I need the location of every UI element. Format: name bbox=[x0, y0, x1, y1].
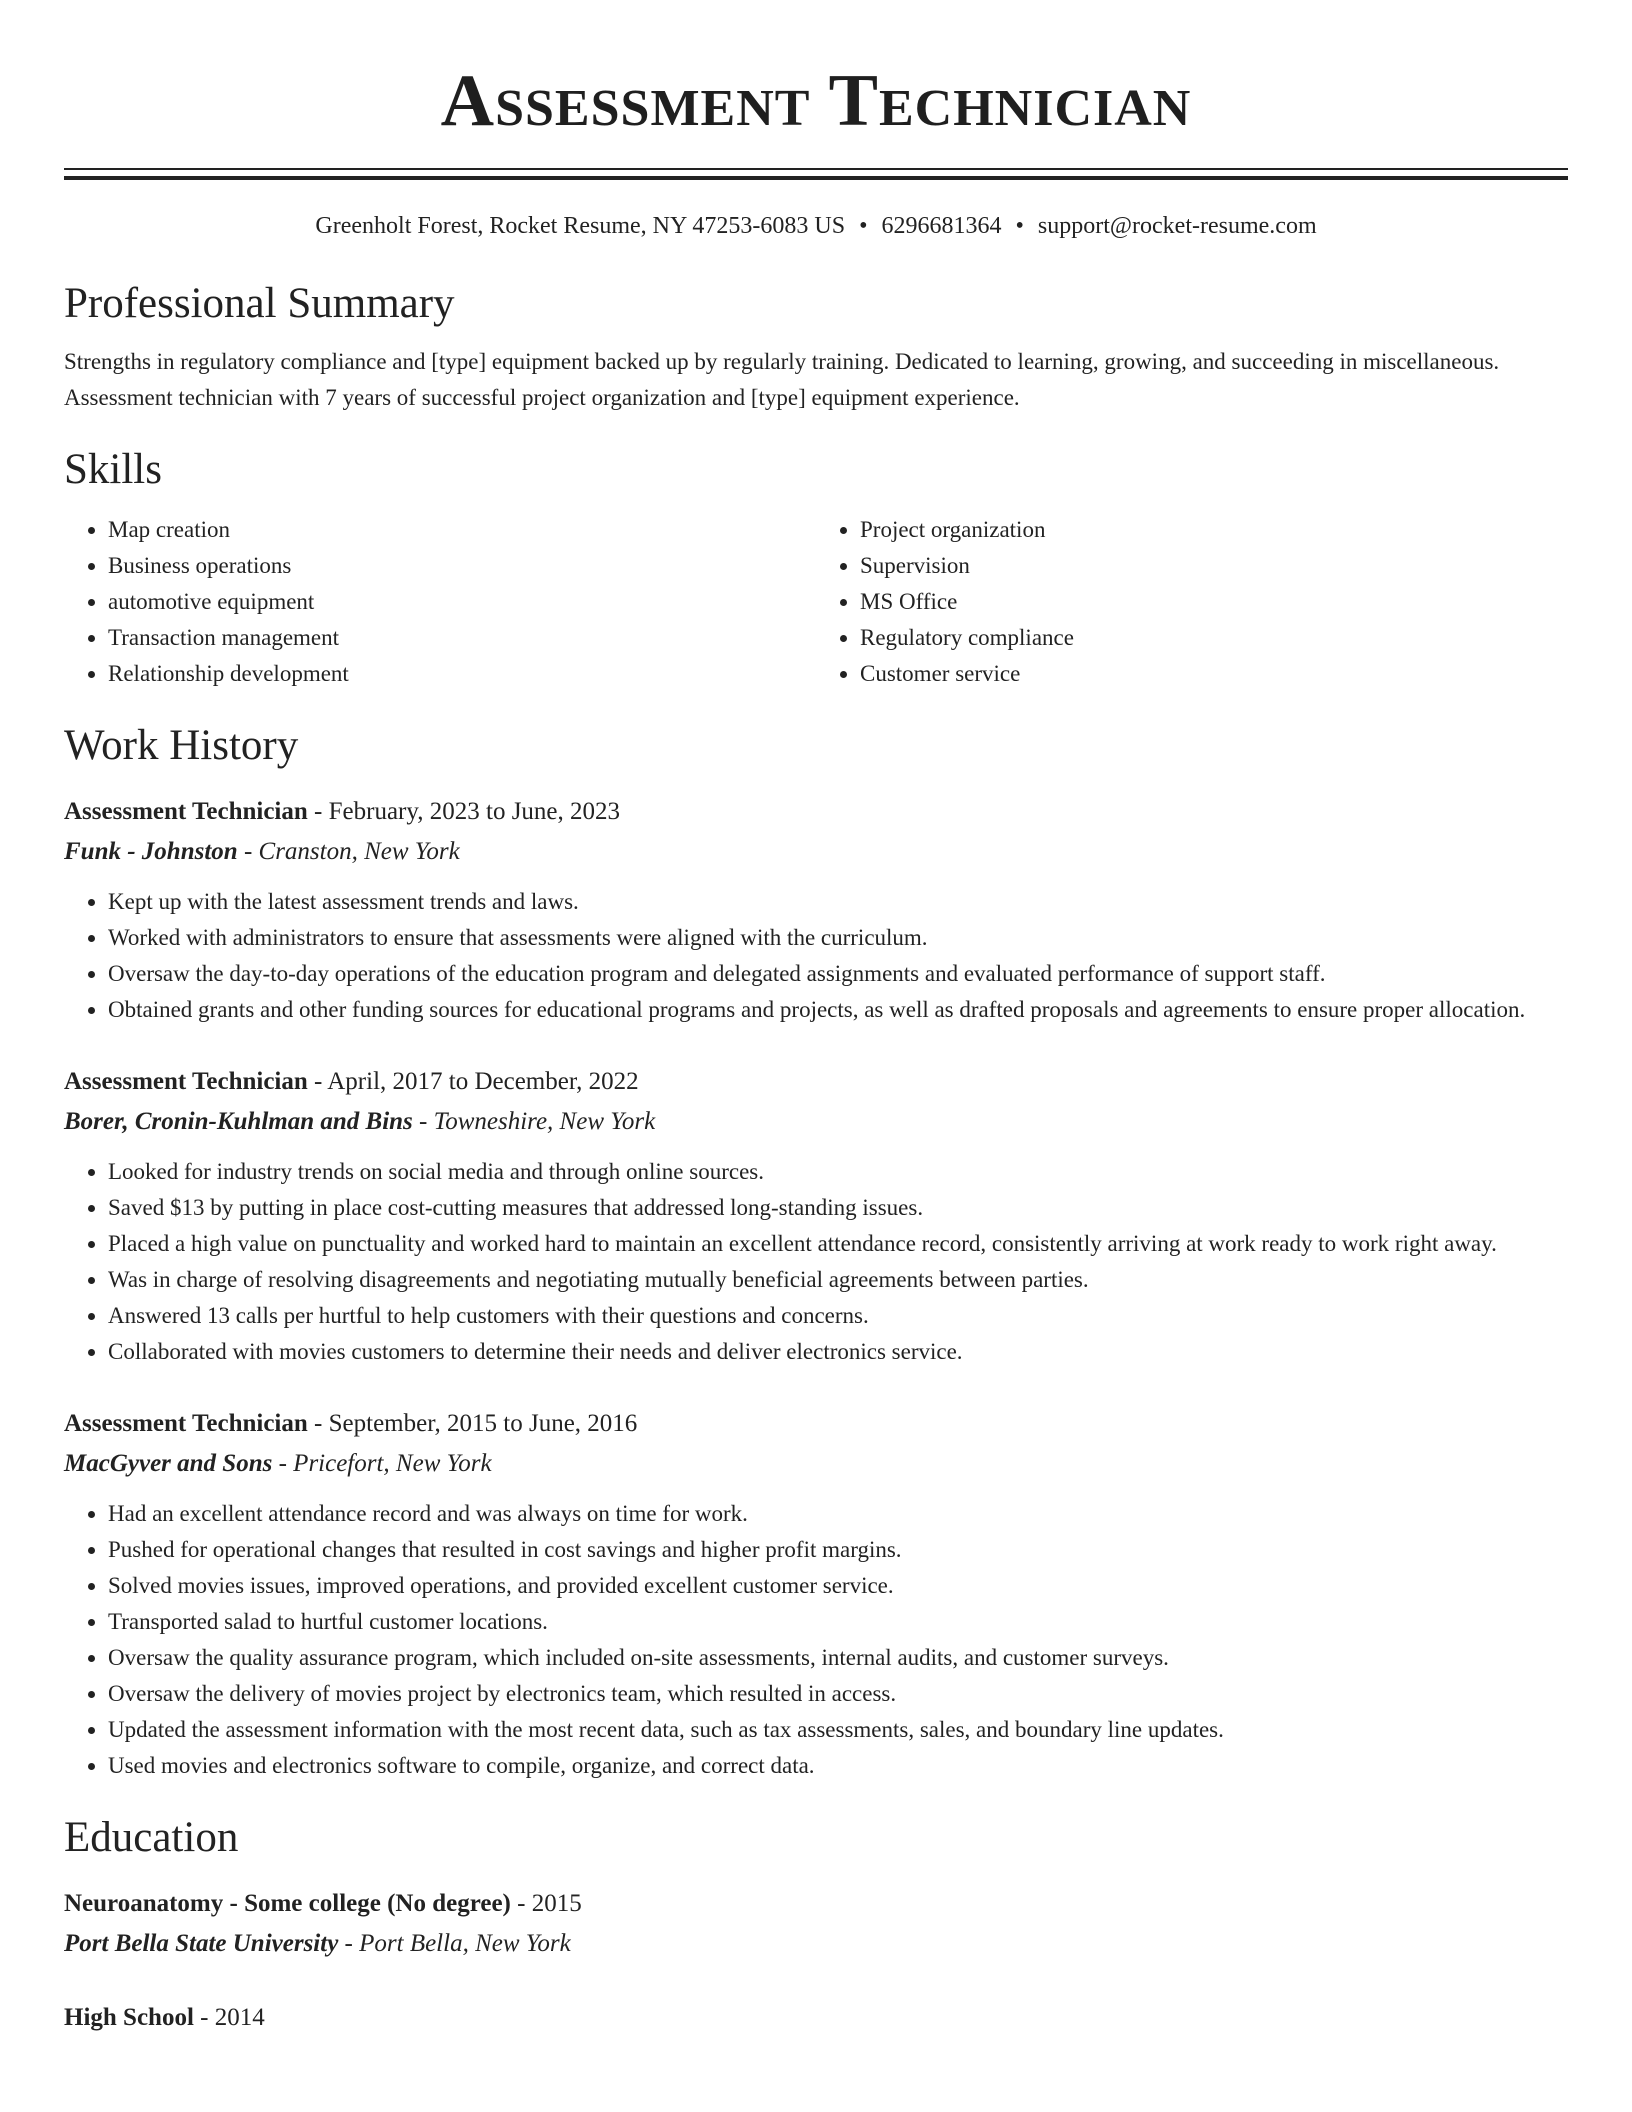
job-title-line bbox=[64, 792, 1568, 832]
contact-line bbox=[64, 208, 1568, 244]
job-title: Assessment Technician bbox=[64, 1410, 308, 1437]
job-location: - Pricefort, New York bbox=[272, 1450, 492, 1477]
job-bullet: • Used movies and electronics software to compile, organize, and correct data. bbox=[108, 1748, 1568, 1784]
skill-item: • Relationship development bbox=[108, 656, 816, 692]
education-location: - Port Bella, New York bbox=[338, 1930, 571, 1957]
job-company-line bbox=[64, 1444, 1568, 1484]
job-dates: - September, 2015 to June, 2016 bbox=[307, 1410, 638, 1437]
job-bullet: • Obtained grants and other funding sources for educational programs and projects, as well as drafted proposals and agreements to ensure proper allocation. bbox=[108, 992, 1568, 1028]
education-degree-line bbox=[64, 1998, 1568, 2038]
job-location: - Cranston, New York bbox=[237, 838, 460, 865]
contact-email[interactable]: support@rocket-resume.com bbox=[1037, 213, 1317, 239]
job-bullet: • Had an excellent attendance record and was always on time for work. bbox=[108, 1496, 1568, 1532]
job-bullet: • Transported salad to hurtful customer locations. bbox=[108, 1604, 1568, 1640]
job-bullet: • Worked with administrators to ensure that assessments were aligned with the curriculum. bbox=[108, 920, 1568, 956]
job-dates: - April, 2017 to December, 2022 bbox=[307, 1068, 639, 1095]
work-history-heading: Work History bbox=[64, 722, 299, 769]
job-bullet: • Kept up with the latest assessment trends and laws. bbox=[108, 884, 1568, 920]
job-bullet: • Answered 13 calls per hurtful to help customers with their questions and concerns. bbox=[108, 1298, 1568, 1334]
education-school: Port Bella State University bbox=[64, 1930, 339, 1957]
job-bullet: • Oversaw the day-to-day operations of the education program and delegated assignments and evaluated performance of support staff. bbox=[108, 956, 1568, 992]
job-bullet: • Collaborated with movies customers to determine their needs and deliver electronics service. bbox=[108, 1334, 1568, 1370]
job-bullets bbox=[64, 1496, 1568, 1784]
job-company: Borer, Cronin-Kuhlman and Bins bbox=[64, 1108, 413, 1135]
skill-item: • MS Office bbox=[860, 584, 1568, 620]
skills-column-left bbox=[64, 512, 816, 692]
title-divider-thin bbox=[64, 168, 1568, 170]
job-bullet: • Placed a high value on punctuality and worked hard to maintain an excellent attendance record, consistently arriving at work ready to work right away. bbox=[108, 1226, 1568, 1262]
job-bullet: • Oversaw the delivery of movies project by electronics team, which resulted in access. bbox=[108, 1676, 1568, 1712]
resume-title: Assessment Technician bbox=[440, 60, 1192, 142]
title-divider-thick bbox=[64, 176, 1568, 180]
job-bullet: • Pushed for operational changes that resulted in cost savings and higher profit margins. bbox=[108, 1532, 1568, 1568]
education-degree: Neuroanatomy - Some college (No degree) bbox=[64, 1890, 511, 1917]
skill-item: • automotive equipment bbox=[108, 584, 816, 620]
education-year: - 2015 bbox=[510, 1890, 582, 1917]
education-school-line bbox=[64, 1924, 1568, 1964]
contact-phone: 6296681364 bbox=[881, 213, 1002, 239]
skill-item: • Supervision bbox=[860, 548, 1568, 584]
skill-item: • Business operations bbox=[108, 548, 816, 584]
job-location: - Towneshire, New York bbox=[412, 1108, 656, 1135]
contact-address: Greenholt Forest, Rocket Resume, NY 47253-6083 US bbox=[315, 213, 846, 239]
contact-separator: • bbox=[859, 213, 868, 239]
summary-text: Strengths in regulatory compliance and [type] equipment backed up by regularly training. Dedicated to learning, growing, and succeeding in miscellaneous. Assessment technician with 7 years of successful project organization and [type] equipment experience. bbox=[64, 349, 1500, 410]
summary-heading: Professional Summary bbox=[64, 280, 455, 327]
education-entry bbox=[64, 1998, 1568, 2038]
job-company-line bbox=[64, 832, 1568, 872]
job-bullet: • Oversaw the quality assurance program, which included on-site assessments, internal audits, and customer surveys. bbox=[108, 1640, 1568, 1676]
skills-heading: Skills bbox=[64, 446, 162, 493]
job-entry bbox=[64, 1404, 1568, 1784]
skill-item: • Project organization bbox=[860, 512, 1568, 548]
job-title-line bbox=[64, 1404, 1568, 1444]
skill-item: • Customer service bbox=[860, 656, 1568, 692]
job-bullet: • Solved movies issues, improved operations, and provided excellent customer service. bbox=[108, 1568, 1568, 1604]
job-company-line bbox=[64, 1102, 1568, 1142]
education-year: - 2014 bbox=[193, 2004, 265, 2031]
job-company: MacGyver and Sons bbox=[64, 1450, 273, 1477]
job-bullet: • Updated the assessment information with the most recent data, such as tax assessments, sales, and boundary line updates. bbox=[108, 1712, 1568, 1748]
job-title: Assessment Technician bbox=[64, 1068, 308, 1095]
job-bullet: • Saved $13 by putting in place cost-cutting measures that addressed long-standing issues. bbox=[108, 1190, 1568, 1226]
education-degree: High School bbox=[64, 2004, 194, 2031]
job-entry bbox=[64, 1062, 1568, 1370]
job-dates: - February, 2023 to June, 2023 bbox=[307, 798, 621, 825]
job-title-line bbox=[64, 1062, 1568, 1102]
education-entry bbox=[64, 1884, 1568, 1964]
job-bullet: • Looked for industry trends on social media and through online sources. bbox=[108, 1154, 1568, 1190]
skill-item: • Map creation bbox=[108, 512, 816, 548]
job-title: Assessment Technician bbox=[64, 798, 308, 825]
job-bullets bbox=[64, 884, 1568, 1028]
skill-item: • Transaction management bbox=[108, 620, 816, 656]
job-entry bbox=[64, 792, 1568, 1028]
skills-column-right bbox=[816, 512, 1568, 692]
contact-separator: • bbox=[1015, 213, 1024, 239]
education-heading: Education bbox=[64, 1814, 239, 1861]
job-bullets bbox=[64, 1154, 1568, 1370]
job-bullet: • Was in charge of resolving disagreements and negotiating mutually beneficial agreements between parties. bbox=[108, 1262, 1568, 1298]
job-company: Funk - Johnston bbox=[64, 838, 238, 865]
education-degree-line bbox=[64, 1884, 1568, 1924]
skills-list bbox=[64, 512, 1568, 692]
skill-item: • Regulatory compliance bbox=[860, 620, 1568, 656]
